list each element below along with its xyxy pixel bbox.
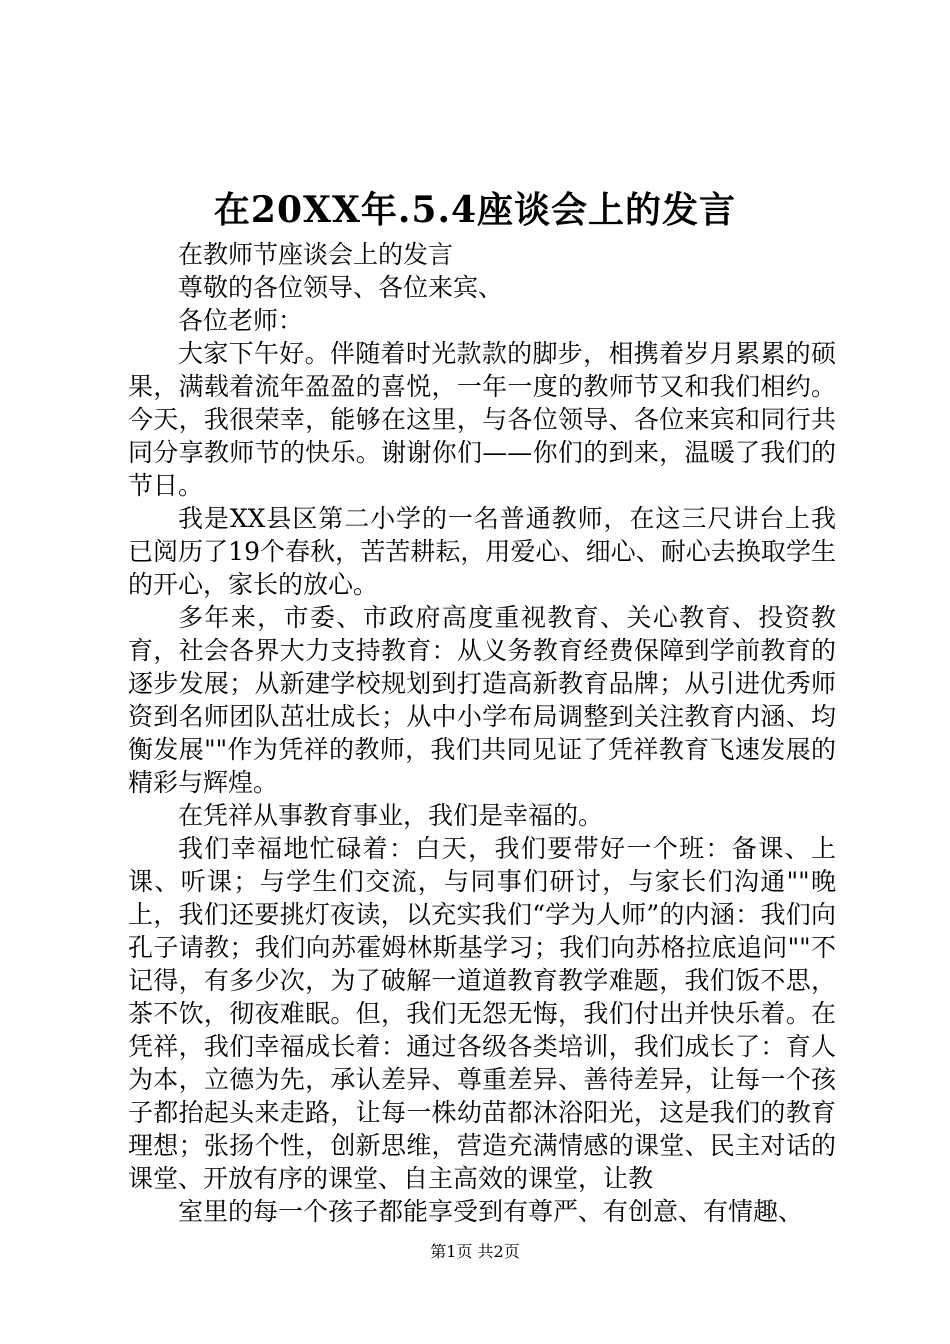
document-title: 在20XX年.5.4座谈会上的发言	[213, 189, 737, 231]
document-body	[128, 238, 836, 1228]
page-number-footer: 第1页 共2页	[430, 1242, 520, 1261]
paragraph: 我是XX县区第二小学的一名普通教师，在这三尺讲台上我已阅历了19个春秋，苦苦耕耘，用爱心、细心、耐心去换取学生的开心，家长的放心。	[128, 504, 836, 599]
paragraph: 多年来，市委、市政府高度重视教育、关心教育、投资教育，社会各界大力支持教育：从义务教育经费保障到学前教育的逐步发展；从新建学校规划到打造高新教育品牌；从引进优秀师资到名师团队茁壮成长；从中小学布局调整到关注教育内涵、均衡发展""作为凭祥的教师，我们共同见证了凭祥教育飞速发展的精彩与辉煌。	[128, 603, 836, 797]
paragraph: 室里的每一个孩子都能享受到有尊严、有创意、有情趣、	[178, 1197, 804, 1226]
paragraph: 我们幸福地忙碌着：白天，我们要带好一个班：备课、上课、听课；与学生们交流，与同事们研讨，与家长们沟通""晚上，我们还要挑灯夜读，以充实我们“学为人师”的内涵：我们向孔子请教；我们向苏霍姆林斯基学习；我们向苏格拉底追问""不记得，有多少次，为了破解一道道教育教学难题，我们饭不思，茶不饮，彻夜难眠。但，我们无怨无悔，我们付出并快乐着。在凭祥，我们幸福成长着：通过各级各类培训，我们成长了：育人为本，立德为先，承认差异、尊重差异、善待差异，让每一个孩子都抬起头来走路，让每一株幼苗都沐浴阳光，这是我们的教育理想；张扬个性，创新思维，营造充满情感的课堂、民主对话的课堂、开放有序的课堂、自主高效的课堂，让教	[128, 834, 836, 1193]
paragraph: 在凭祥从事教育事业，我们是幸福的。	[178, 801, 604, 830]
paragraph: 各位老师：	[178, 306, 304, 335]
paragraph: 在教师节座谈会上的发言	[178, 240, 454, 269]
paragraph: 大家下午好。伴随着时光款款的脚步，相携着岁月累累的硕果，满载着流年盈盈的喜悦，一年一度的教师节又和我们相约。今天，我很荣幸，能够在这里，与各位领导、各位来宾和同行共同分享教师节的快乐。谢谢你们——你们的到来，温暖了我们的节日。	[128, 339, 836, 500]
paragraph: 尊敬的各位领导、各位来宾、	[178, 273, 504, 302]
